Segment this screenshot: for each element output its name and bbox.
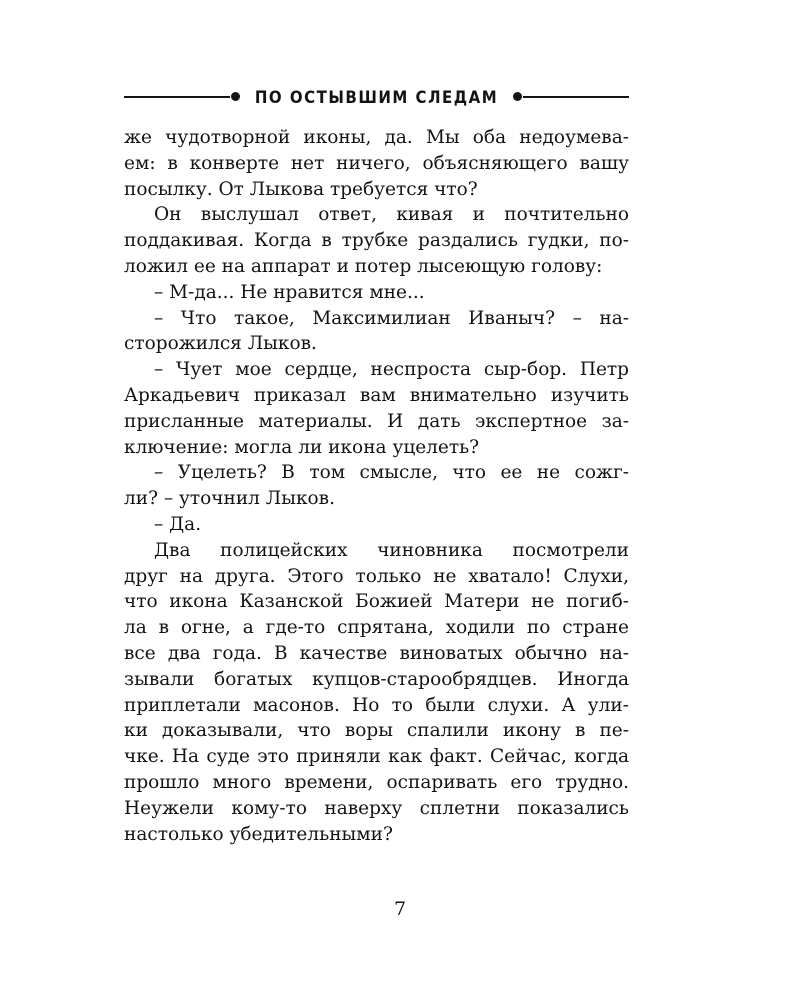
page-number: 7 bbox=[393, 898, 407, 920]
running-header bbox=[124, 84, 629, 112]
text-line: сторожился Лыков. bbox=[124, 333, 317, 355]
text-line: ла в огне, а где-то спрятана, ходили по стране bbox=[124, 617, 629, 639]
text-line: – Уцелеть? В том смысле, что ее не сожг- bbox=[154, 462, 629, 484]
text-line: – М-да... Не нравится мне... bbox=[154, 281, 425, 303]
text-line: ки доказывали, что воры спалили икону в пе- bbox=[124, 720, 629, 742]
header-rule-left bbox=[124, 96, 230, 98]
text-line: ли? – уточнил Лыков. bbox=[124, 488, 335, 510]
text-line: все два года. В качестве виноватых обычно на- bbox=[124, 642, 629, 664]
text-line: приплетали масонов. Но то были слухи. А ули- bbox=[124, 694, 629, 716]
header-bullet-right bbox=[513, 92, 522, 101]
text-line: зывали богатых купцов-старообрядцев. Иногда bbox=[124, 668, 629, 690]
text-line: ключение: могла ли икона уцелеть? bbox=[124, 436, 480, 458]
text-line: – Чует мое сердце, неспроста сыр-бор. Петр bbox=[154, 359, 629, 381]
text-line: Неужели кому-то наверху сплетни показались bbox=[124, 797, 629, 819]
header-bullet-left bbox=[231, 92, 240, 101]
text-line: присланные материалы. И дать экспертное за- bbox=[124, 410, 629, 432]
text-line: поддакивая. Когда в трубке раздались гудки, по- bbox=[124, 230, 629, 252]
text-line: ложил ее на аппарат и потер лысеющую голову: bbox=[124, 255, 603, 277]
header-rule-right bbox=[523, 96, 629, 98]
text-line: же чудотворной иконы, да. Мы оба недоумева- bbox=[124, 127, 629, 148]
text-line: – Что такое, Максимилиан Иваныч? – на- bbox=[154, 307, 629, 329]
text-line: настолько убедительными? bbox=[124, 823, 393, 845]
text-line: чке. На суде это приняли как факт. Сейчас, когда bbox=[124, 746, 629, 768]
text-line: Он выслушал ответ, кивая и почтительно bbox=[154, 204, 629, 226]
body-text bbox=[124, 125, 629, 847]
text-line: друг на друга. Этого только не хватало! Слухи, bbox=[124, 565, 629, 587]
text-line: Аркадьевич приказал вам внимательно изучить bbox=[124, 384, 629, 406]
running-title: ПО ОСТЫВШИМ СЛЕДАМ bbox=[254, 86, 499, 108]
text-line: что икона Казанской Божией Матери не погиб- bbox=[124, 591, 629, 613]
text-line: Два полицейских чиновника посмотрели bbox=[154, 539, 629, 561]
text-line: посылку. От Лыкова требуется что? bbox=[124, 178, 478, 200]
text-line: ем: в конверте нет ничего, объясняющего вашу bbox=[124, 152, 629, 174]
text-line: – Да. bbox=[154, 513, 202, 535]
text-line: прошло много времени, оспаривать его трудно. bbox=[124, 771, 629, 793]
